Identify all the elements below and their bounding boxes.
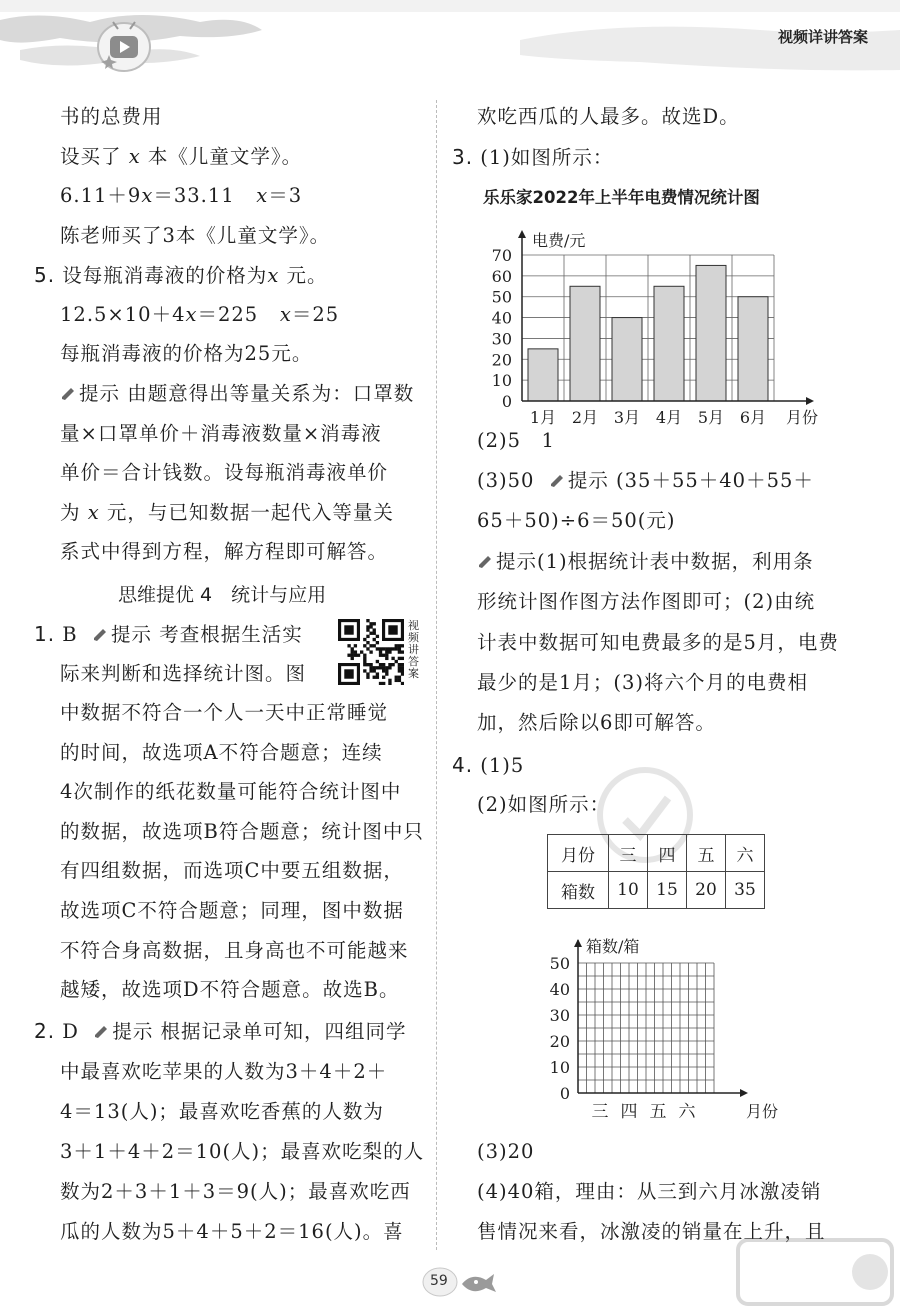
section-title: 思维提优 4 统计与应用 (118, 584, 327, 606)
text-line: 中数据不符合一个人一天中正常睡觉 (60, 701, 389, 724)
qr-module (401, 669, 404, 672)
qr-module (401, 672, 404, 675)
chart-title: 乐乐家2022年上半年电费情况统计图 (483, 188, 760, 207)
y-tick-label: 40 (491, 308, 512, 328)
text-line: 每瓶消毒液的价格为25元。 (60, 342, 313, 365)
qr-module (373, 632, 376, 635)
qr-module (366, 676, 369, 679)
x-axis-label: 月份 (745, 1102, 779, 1121)
text-line: 欢吃西瓜的人最多。故选D。 (477, 105, 740, 128)
qr-module (395, 644, 398, 647)
qr-module (347, 644, 350, 647)
qr-module (385, 666, 388, 669)
hint-pencil-icon (92, 628, 108, 642)
y-tick-label: 0 (501, 392, 512, 411)
watermark-corner (730, 1232, 900, 1312)
text-line: 有四组数据，而选项C中要五组数据， (60, 859, 404, 882)
y-tick-label: 30 (491, 329, 512, 349)
qr-module (395, 676, 398, 679)
qr-module (388, 666, 391, 669)
qr-module (388, 682, 391, 685)
qr-module (354, 650, 357, 653)
qr-module (376, 666, 379, 669)
text-line: 中最喜欢吃苹果的人数为3＋4＋2＋ (60, 1060, 388, 1083)
y-axis-label: 电费/元 (532, 231, 586, 250)
hint-line: 加，然后除以6即可解答。 (477, 711, 716, 734)
x-axis-arrow (740, 1089, 748, 1097)
table-cell: 15 (648, 872, 687, 909)
qr-module (366, 672, 369, 675)
qr-module (376, 635, 379, 638)
qr-module (385, 657, 388, 660)
qr-module (382, 676, 385, 679)
x-tick-label: 2月 (571, 408, 599, 427)
column-divider (436, 100, 437, 1250)
hint-pencil-icon (549, 474, 565, 488)
qr-module (369, 644, 372, 647)
qr-module (391, 647, 394, 650)
qr-module (366, 625, 369, 628)
question-3: 3. (1)如图所示： (452, 145, 614, 169)
text-line: 不符合身高数据，且身高也不可能越来 (60, 939, 409, 962)
qr-module (385, 650, 388, 653)
text-line: 瓜的人数为5＋4＋5＋2＝16(人)。喜 (60, 1220, 404, 1243)
text-line: 4＝13(人)；最喜欢吃香蕉的人数为 (60, 1100, 384, 1123)
qr-module (366, 619, 369, 622)
bar (654, 286, 684, 401)
qr-module (366, 628, 369, 631)
equation-line: 12.5×10＋4x＝225 x＝25 (60, 303, 340, 326)
text-line: 5. 设每瓶消毒液的价格为x 元。 (34, 263, 328, 287)
qr-module (382, 654, 385, 657)
text-line: (3)20 (477, 1140, 535, 1163)
qr-module (379, 650, 382, 653)
hint-line: 形统计图作图方法作图即可；(2)由统 (477, 590, 816, 613)
qr-module (379, 647, 382, 650)
y-axis-arrow (574, 939, 582, 947)
x-tick-label: 3月 (613, 408, 641, 427)
qr-module (382, 682, 385, 685)
y-tick-label: 10 (549, 1058, 570, 1077)
qr-module (360, 650, 363, 653)
qr-module (382, 647, 385, 650)
y-axis-label: 箱数/箱 (586, 937, 640, 956)
qr-module (379, 663, 382, 666)
text-line: 故选项C不符合题意；同理，图中数据 (60, 899, 404, 922)
qr-module (366, 647, 369, 650)
qr-module (379, 654, 382, 657)
qr-finder (388, 625, 397, 634)
text-line: (3)50 提示 (35＋55＋40＋55＋ (477, 469, 814, 492)
x-tick-label: 1月 (529, 408, 557, 427)
qr-module (379, 682, 382, 685)
qr-module (369, 666, 372, 669)
text-line: (2)如图所示： (477, 793, 611, 816)
qr-module (357, 654, 360, 657)
x-tick-label: 4月 (655, 408, 683, 427)
qr-module (401, 663, 404, 666)
hint-line: 量×口罩单价＋消毒液数量×消毒液 (60, 422, 382, 445)
qr-module (373, 666, 376, 669)
text-line: (2)5 1 (477, 429, 555, 452)
qr-module (363, 638, 366, 641)
text-line: 际来判断和选择统计图。图 (60, 662, 307, 685)
qr-finder (344, 625, 353, 634)
table-header-cell: 五 (687, 835, 726, 872)
hint-line: 为 x 元，与已知数据一起代入等量关 (60, 501, 394, 524)
qr-module (398, 657, 401, 660)
qr-label: 视频讲答案 (408, 619, 419, 680)
qr-module (373, 638, 376, 641)
qr-module (363, 657, 366, 660)
y-tick-label: 10 (491, 371, 512, 391)
qr-module (347, 654, 350, 657)
qr-module (382, 666, 385, 669)
hint-line: 提示 由题意得出等量关系为：口罩数 (60, 381, 414, 407)
qr-module (398, 679, 401, 682)
qr-module (385, 654, 388, 657)
y-tick-label: 50 (549, 954, 570, 973)
qr-module (398, 650, 401, 653)
qr-module (376, 647, 379, 650)
qr-module (395, 647, 398, 650)
bar (696, 265, 726, 401)
video-play-icon (93, 14, 155, 76)
qr-module (382, 669, 385, 672)
x-tick-label: 四 (620, 1102, 638, 1122)
qr-module (388, 650, 391, 653)
qr-module (398, 666, 401, 669)
qr-module (373, 676, 376, 679)
qr-module (398, 647, 401, 650)
hint-line: 计表中数据可知电费最多的是5月，电费 (477, 631, 839, 654)
qr-module (398, 644, 401, 647)
qr-module (369, 663, 372, 666)
text-line: 3＋1＋4＋2＝10(人)；最喜欢吃梨的人 (60, 1140, 425, 1163)
qr-module (369, 632, 372, 635)
table-row (548, 872, 765, 909)
qr-module (401, 682, 404, 685)
qr-module (388, 663, 391, 666)
qr-module (369, 650, 372, 653)
qr-module (388, 679, 391, 682)
qr-module (376, 676, 379, 679)
qr-module (398, 669, 401, 672)
qr-module (351, 650, 354, 653)
electricity-chart-svg (470, 220, 850, 445)
qr-module (395, 679, 398, 682)
qr-module (369, 622, 372, 625)
text-line: 设买了 x 本《儿童文学》。 (60, 145, 303, 168)
table-header-cell: 三 (609, 835, 648, 872)
table-cell: 35 (726, 872, 765, 909)
qr-module (366, 641, 369, 644)
qr-code[interactable] (338, 619, 404, 685)
watermark-stamp (590, 760, 700, 870)
text-line: 的数据，故选项B符合题意；统计图中只 (60, 820, 424, 843)
y-tick-label: 20 (549, 1032, 570, 1051)
text-line: 售情况来看，冰激凌的销量在上升，且 (477, 1220, 826, 1243)
qr-module (363, 644, 366, 647)
qr-module (369, 669, 372, 672)
qr-module (398, 663, 401, 666)
hint-pencil-icon (477, 555, 493, 569)
text-line: 陈老师买了3本《儿童文学》。 (60, 224, 331, 247)
page-number: 59 (430, 1273, 448, 1289)
equation-line: 6.11＋9x＝33.11 x＝3 (60, 184, 303, 207)
bar (738, 297, 768, 401)
y-axis-arrow (518, 230, 526, 238)
bar (570, 286, 600, 401)
qr-finder (344, 669, 353, 678)
qr-module (376, 660, 379, 663)
qr-module (351, 657, 354, 660)
qr-module (385, 647, 388, 650)
text-line: 书的总费用 (60, 105, 163, 128)
qr-module (373, 644, 376, 647)
text-line: 越矮，故选项D不符合题意。故选B。 (60, 978, 400, 1001)
qr-module (363, 663, 366, 666)
x-tick-label: 五 (649, 1102, 667, 1122)
qr-module (369, 625, 372, 628)
qr-module (363, 654, 366, 657)
icecream-bar-chart (540, 930, 790, 1125)
table-header-cell: 四 (648, 835, 687, 872)
y-tick-label: 0 (559, 1084, 570, 1103)
hint-line: 单价＝合计钱数。设每瓶消毒液单价 (60, 461, 389, 484)
bar (612, 318, 642, 401)
qr-module (373, 669, 376, 672)
table-header-cell: 六 (726, 835, 765, 872)
text-line: (4)40箱，理由：从三到六月冰激凌销 (477, 1180, 822, 1203)
text-line: 4次制作的纸花数量可能符合统计图中 (60, 780, 402, 803)
y-tick-label: 20 (491, 350, 512, 370)
question-4: 4. (1)5 (452, 753, 525, 777)
y-tick-label: 40 (549, 980, 570, 999)
qr-module (385, 669, 388, 672)
table-header-cell: 月份 (548, 835, 609, 872)
qr-module (363, 669, 366, 672)
qr-module (401, 644, 404, 647)
qr-module (354, 644, 357, 647)
text-line: 的时间，故选项A不符合题意；连续 (60, 741, 383, 764)
table-cell: 20 (687, 872, 726, 909)
question-1: 1. B 提示 考查根据生活实 (34, 622, 303, 646)
qr-module (398, 676, 401, 679)
x-tick-label: 5月 (697, 408, 725, 427)
qr-module (373, 628, 376, 631)
question-2: 2. D 提示 根据记录单可知，四组同学 (34, 1019, 407, 1043)
qr-module (351, 647, 354, 650)
icecream-chart-svg (540, 930, 790, 1125)
y-tick-label: 50 (491, 287, 512, 307)
header-title: 视频详讲答案 (777, 28, 868, 46)
table-row-label: 箱数 (548, 872, 609, 909)
table-cell: 10 (609, 872, 648, 909)
text-line: 65＋50)÷6＝50(元) (477, 509, 676, 532)
qr-module (401, 666, 404, 669)
qr-module (379, 666, 382, 669)
y-tick-label: 60 (491, 266, 512, 286)
hint-line: 系式中得到方程，解方程即可解答。 (60, 540, 389, 563)
qr-module (366, 635, 369, 638)
qr-module (401, 657, 404, 660)
hint-pencil-icon (60, 387, 76, 401)
qr-module (376, 672, 379, 675)
qr-module (376, 641, 379, 644)
x-axis-label: 月份 (786, 408, 819, 427)
qr-module (373, 622, 376, 625)
qr-module (395, 660, 398, 663)
qr-module (382, 663, 385, 666)
y-tick-label: 70 (491, 246, 512, 265)
qr-module (391, 657, 394, 660)
qr-module (391, 663, 394, 666)
x-tick-label: 三 (591, 1102, 609, 1122)
qr-module (388, 647, 391, 650)
qr-module (385, 672, 388, 675)
hint-line: 提示(1)根据统计表中数据，利用条 (477, 549, 814, 575)
hint-pencil-icon (93, 1025, 109, 1039)
hint-line: 最少的是1月；(3)将六个月的电费相 (477, 671, 809, 694)
qr-module (363, 660, 366, 663)
x-tick-label: 6月 (739, 408, 767, 427)
y-tick-label: 30 (549, 1006, 570, 1025)
electricity-bar-chart (470, 220, 850, 445)
qr-module (354, 654, 357, 657)
qr-module (366, 663, 369, 666)
x-axis-arrow (806, 397, 814, 405)
bar (528, 349, 558, 401)
qr-module (401, 650, 404, 653)
text-line: 数为2＋3＋1＋3＝9(人)；最喜欢吃西 (60, 1180, 411, 1203)
qr-module (351, 654, 354, 657)
x-tick-label: 六 (678, 1102, 696, 1122)
